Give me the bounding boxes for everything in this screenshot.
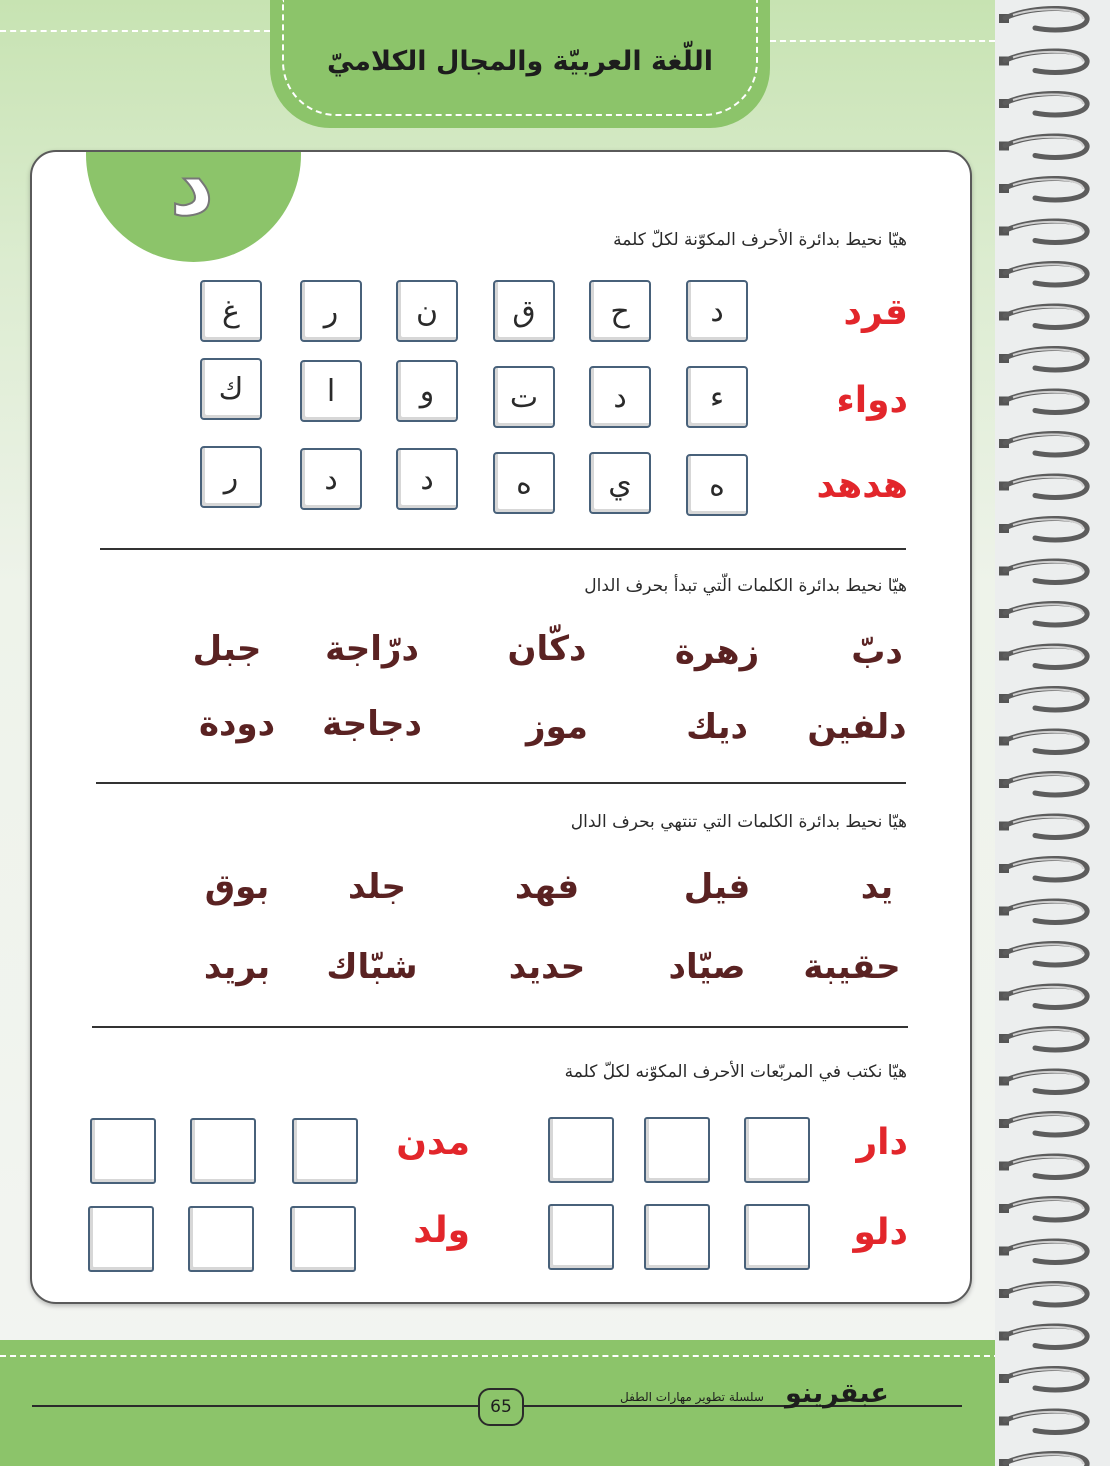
letter-box[interactable]: ا [300,360,362,422]
write-box[interactable] [90,1118,156,1184]
word-option[interactable]: حديد [508,947,586,987]
top-dashed-line-left [0,30,270,32]
write-box[interactable] [292,1118,358,1184]
instruction-2: هيّا نحيط بدائرة الكلمات الّتي تبدأ بحرف الدال [584,576,907,596]
word-dawa: دواء [836,380,908,421]
word-mudun: مدن [396,1122,470,1163]
divider [96,782,906,784]
spiral-binding-icon [995,0,1110,1466]
word-dalw: دلو [853,1212,908,1253]
divider [100,548,906,550]
letter-box[interactable]: ه [686,454,748,516]
letter-box[interactable]: ق [493,280,555,342]
letter-box[interactable]: د [300,448,362,510]
word-option[interactable]: دبّ [851,632,903,672]
letter-box[interactable]: ت [493,366,555,428]
letter-box[interactable]: ء [686,366,748,428]
letter-box[interactable]: ه [493,452,555,514]
word-walad: ولد [413,1210,470,1251]
word-option[interactable]: شبّاك [326,947,418,987]
write-box[interactable] [548,1204,614,1270]
letter-box[interactable]: د [589,366,651,428]
word-option[interactable]: دجاجة [322,704,422,744]
word-option[interactable]: دلفين [807,707,907,747]
word-option[interactable]: بريد [203,947,271,987]
word-hudhud: هدهد [816,465,908,506]
series-name: سلسلة تطوير مهارات الطفل [620,1390,764,1404]
word-qird: قرد [843,292,908,333]
divider [92,1026,908,1028]
page-number: 65 [478,1388,524,1426]
write-box[interactable] [744,1117,810,1183]
word-option[interactable]: بوق [204,867,270,907]
letter-box[interactable]: د [396,448,458,510]
instruction-3: هيّا نحيط بدائرة الكلمات التي تنتهي بحرف الدال [570,812,907,832]
word-option[interactable]: ديك [686,707,748,747]
letter-box[interactable]: ر [300,280,362,342]
word-option[interactable]: جبل [192,629,262,669]
letter-box[interactable]: ك [200,358,262,420]
word-option[interactable]: موز [526,707,588,747]
write-box[interactable] [644,1204,710,1270]
letter-badge: د [169,150,215,235]
letter-box[interactable]: غ [200,280,262,342]
letter-box[interactable]: ر [200,446,262,508]
brand-logo-text: عبقرينو [785,1378,889,1409]
exercise-card [30,150,972,1304]
page-title: اللّغة العربيّة والمجال الكلاميّ [326,46,714,77]
write-box[interactable] [644,1117,710,1183]
instruction-4: هيّا نكتب في المربّعات الأحرف المكوّنه لكلّ كلمة [564,1062,907,1082]
letter-box[interactable]: ح [589,280,651,342]
letter-box[interactable]: و [396,360,458,422]
word-option[interactable]: فهد [514,867,580,907]
write-box[interactable] [290,1206,356,1272]
word-option[interactable]: درّاجة [325,629,419,669]
word-option[interactable]: يد [860,867,894,907]
word-option[interactable]: جلد [347,867,407,907]
letter-box[interactable]: د [686,280,748,342]
footer-dashed-line [0,1355,1000,1357]
write-box[interactable] [190,1118,256,1184]
word-option[interactable]: دودة [198,704,276,744]
write-box[interactable] [744,1204,810,1270]
write-box[interactable] [548,1117,614,1183]
word-option[interactable]: زهرة [674,632,760,672]
top-dashed-line-right [770,40,1005,42]
word-dar: دار [856,1122,908,1163]
word-option[interactable]: صيّاد [668,947,746,987]
write-box[interactable] [88,1206,154,1272]
letter-box[interactable]: ن [396,280,458,342]
letter-box[interactable]: ي [589,452,651,514]
word-option[interactable]: فيل [683,867,751,907]
word-option[interactable]: دكّان [507,629,587,669]
word-option[interactable]: حقيبة [803,947,901,987]
instruction-1: هيّا نحيط بدائرة الأحرف المكوّنة لكلّ كلمة [613,230,907,250]
write-box[interactable] [188,1206,254,1272]
